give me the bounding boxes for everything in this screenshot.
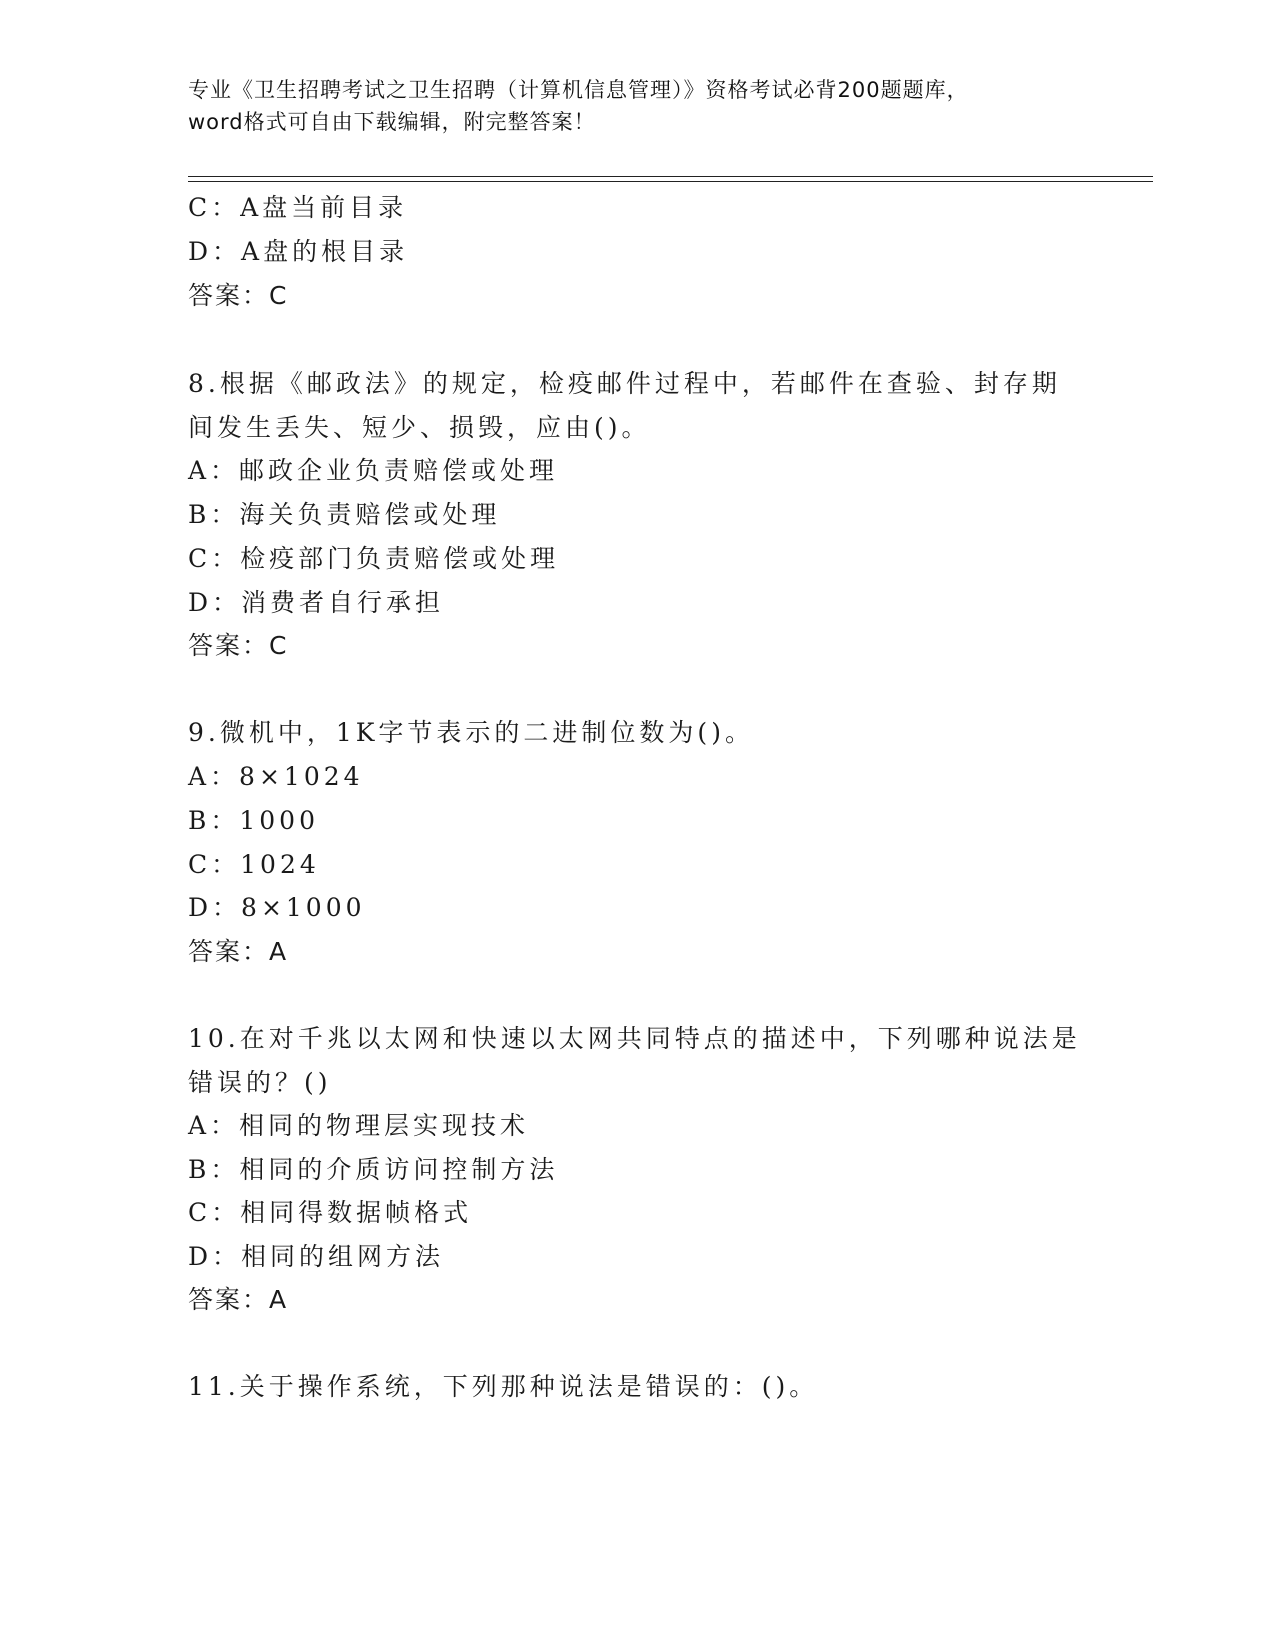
document-header — [188, 74, 1088, 138]
q10-option-a: A：相同的物理层实现技术 — [188, 1111, 530, 1140]
header-line-1: 专业《卫生招聘考试之卫生招聘（计算机信息管理）》资格考试必背200题题库， — [188, 78, 969, 102]
prev-option-c: C：A盘当前目录 — [188, 193, 408, 222]
q9-option-d: D：8×1000 — [188, 893, 366, 922]
q10-option-b: B：相同的介质访问控制方法 — [188, 1155, 559, 1184]
q8-option-a: A：邮政企业负责赔偿或处理 — [188, 456, 559, 485]
q10-option-d: D：相同的组网方法 — [188, 1242, 445, 1271]
q11-stem-line-1: 11.关于操作系统，下列那种说法是错误的：()。 — [188, 1372, 819, 1401]
header-divider-bottom — [188, 181, 1153, 182]
q10-stem-line-2: 错误的？() — [188, 1068, 332, 1097]
q10-answer: 答案：A — [188, 1285, 289, 1314]
q9-option-a: A：8×1024 — [188, 762, 364, 791]
q9-stem-line-1: 9.微机中，1K字节表示的二进制位数为()。 — [188, 718, 754, 747]
q8-stem-line-2: 间发生丢失、短少、损毁，应由()。 — [188, 413, 651, 442]
q9-option-b: B：1000 — [188, 806, 319, 835]
q9-option-c: C：1024 — [188, 850, 320, 879]
prev-answer: 答案：C — [188, 281, 289, 310]
q9-answer: 答案：A — [188, 937, 289, 966]
q8-option-c: C：检疫部门负责赔偿或处理 — [188, 544, 560, 573]
q8-option-d: D：消费者自行承担 — [188, 588, 445, 617]
q10-option-c: C：相同得数据帧格式 — [188, 1198, 473, 1227]
q8-stem-line-1: 8.根据《邮政法》的规定，检疫邮件过程中，若邮件在查验、封存期 — [188, 369, 1061, 398]
prev-option-d: D：A盘的根目录 — [188, 237, 409, 266]
header-divider-top — [188, 176, 1153, 177]
q8-option-b: B：海关负责赔偿或处理 — [188, 500, 501, 529]
q10-stem-line-1: 10.在对千兆以太网和快速以太网共同特点的描述中，下列哪种说法是 — [188, 1024, 1081, 1053]
header-line-2: word格式可自由下载编辑，附完整答案！ — [188, 110, 596, 134]
q8-answer: 答案：C — [188, 631, 289, 660]
